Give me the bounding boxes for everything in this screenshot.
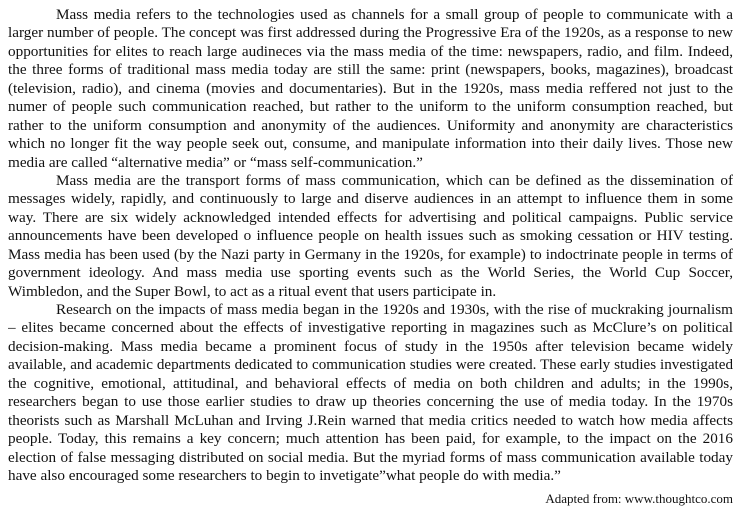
text-line: government ideology. And mass media use sporting events such as the World Series, the World Cup Soccer, bbox=[8, 264, 733, 282]
text-line: people. Today, this remains a key concern; much attention has been paid, for example, to the impact on the 2016 bbox=[8, 430, 733, 448]
paragraph-3 bbox=[8, 301, 733, 485]
text-line: media are called “alternative media” or “mass self-communication.” bbox=[8, 153, 423, 171]
reading-passage bbox=[8, 6, 733, 485]
text-line: Research on the impacts of mass media began in the 1920s and 1930s, with the rise of muckraking journalism bbox=[56, 301, 733, 318]
text-line: (television, radio), and cinema (movies and documentaries). But in the 1920s, mass media reffered not just to the bbox=[8, 79, 733, 97]
text-line: have also encouraged some researchers to begin to invetigate”what people do with media.” bbox=[8, 466, 561, 484]
text-line: which no longer fit the way people seek out, consume, and manipulate information into their daily lives. Those new bbox=[8, 135, 733, 153]
source-attribution: Adapted from: www.thoughtco.com bbox=[545, 491, 733, 506]
text-line: larger number of people. The concept was first addressed during the Progressive Era of the 1920s, as a response to new bbox=[8, 24, 733, 42]
text-line: Mass media has been used (by the Nazi party in Germany in the 1920s, for example) to indoctrinate people in terms of bbox=[8, 245, 733, 263]
text-line: Wimbledon, and the Super Bowl, to act as a ritual event that users participate in. bbox=[8, 282, 497, 300]
text-line: decision-making. Mass media became a prominent focus of study in the 1950s after television became widely bbox=[8, 337, 733, 355]
text-line: opportunities for elites to reach large audineces via the mass media of the time: newspapers, radio, and film. Indeed, bbox=[8, 42, 733, 60]
paragraph-2 bbox=[8, 172, 733, 301]
text-line: the three forms of traditional mass media today are still the same: print (newspapers, books, magazines), broadcast bbox=[8, 61, 733, 79]
text-line: – elites became concerned about the effects of investigative reporting in magazines such as McClure’s on political bbox=[8, 319, 733, 337]
text-line: messages widely, rapidly, and continuously to large and diserve audiences in an attempt to influence them in some bbox=[8, 190, 733, 208]
text-line: Mass media refers to the technologies used as channels for a small group of people to communicate with a bbox=[56, 6, 733, 23]
paragraph-1 bbox=[8, 6, 733, 172]
text-line: announcements have been developed o influence people on health issues such as smoking cessation or HIV testing. bbox=[8, 227, 733, 245]
text-line: the cognitive, emotional, attitudinal, and behavioral effects of media on both children and adults; in the 1990s, bbox=[8, 374, 733, 392]
text-line: way. There are six widely acknowledged intended effects for advertising and political campaigns. Public service bbox=[8, 208, 733, 226]
text-line: numer of people such communication reached, but rather to the uniform to the uniform consumption reached, but bbox=[8, 98, 733, 116]
text-line: researchers began to use those earlier studies to draw up theories concerning the use of media today. In the 1970s bbox=[8, 393, 733, 411]
text-line: election of false messaging distributed on social media. But the myriad forms of mass communication available today bbox=[8, 448, 733, 466]
text-line: rather to the uniform consumption and anonymity of the audiences. Uniformity and anonymity are characteristics bbox=[8, 116, 733, 134]
text-line: available, and academic departments dedicated to communication studies were created. These early studies investigated bbox=[8, 357, 733, 374]
text-line: theorists such as Marshall McLuhan and Irving J.Rein warned that media critics needed to watch how media affects bbox=[8, 411, 733, 429]
text-line: Mass media are the transport forms of mass communication, which can be defined as the dissemination of bbox=[56, 171, 733, 189]
